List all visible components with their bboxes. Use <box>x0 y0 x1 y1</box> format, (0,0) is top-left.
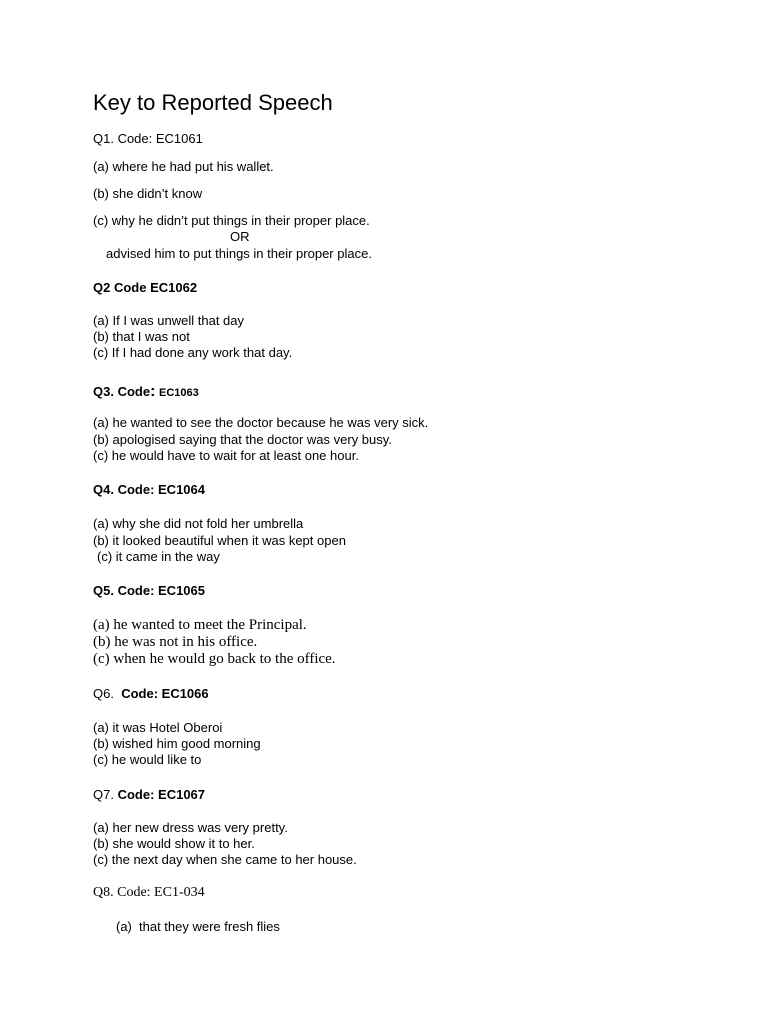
q6-answer-b: (b) wished him good morning <box>93 736 261 751</box>
q5-heading: Q5. Code: EC1065 <box>93 583 205 598</box>
q5-answer-a: (a) he wanted to meet the Principal. <box>93 617 307 633</box>
q3-heading-code: EC1063 <box>159 387 199 399</box>
q4-answer-a: (a) why she did not fold her umbrella <box>93 516 304 531</box>
q7-answer-c: (c) the next day when she came to her house. <box>93 852 357 867</box>
q1-answer-c: (c) why he didn’t put things in their proper place. <box>93 213 370 228</box>
q6-heading-code: Code: EC1066 <box>121 686 209 701</box>
q3-heading-colon: : <box>150 383 156 400</box>
q3-heading-label: Q3. Code <box>93 384 151 399</box>
q7-heading-label: Q7. <box>93 787 114 802</box>
q7-answer-b: (b) she would show it to her. <box>93 836 255 851</box>
q3-answer-c: (c) he would have to wait for at least one hour. <box>93 448 359 463</box>
q7-heading <box>93 787 205 803</box>
q5-answer-c: (c) when he would go back to the office. <box>93 651 336 667</box>
q1-answer-c-alternative: advised him to put things in their proper place. <box>106 246 372 261</box>
q2-answer-b: (b) that I was not <box>93 329 190 344</box>
q2-answer-a: (a) If I was unwell that day <box>93 313 245 328</box>
q1-heading: Q1. Code: EC1061 <box>93 131 203 146</box>
q3-answer-a: (a) he wanted to see the doctor because he was very sick. <box>93 415 429 430</box>
q7-heading-code: Code: EC1067 <box>117 787 206 802</box>
q5-answer-b: (b) he was not in his office. <box>93 634 258 650</box>
q8-answer-a-marker: (a) <box>116 919 132 934</box>
q1-answer-b: (b) she didn’t know <box>93 186 203 201</box>
q6-answer-a: (a) it was Hotel Oberoi <box>93 720 223 735</box>
q2-answer-c: (c) If I had done any work that day. <box>93 345 293 360</box>
q8-heading: Q8. Code: EC1-034 <box>93 885 205 900</box>
q2-heading: Q2 Code EC1062 <box>93 280 198 295</box>
q7-answer-a: (a) her new dress was very pretty. <box>93 820 288 835</box>
q6-answer-c: (c) he would like to <box>93 752 202 767</box>
q1-or-separator: OR <box>230 229 250 244</box>
q1-answer-a: (a) where he had put his wallet. <box>93 159 274 174</box>
q4-answer-b: (b) it looked beautiful when it was kept open <box>93 533 346 548</box>
q3-heading <box>93 384 199 401</box>
q6-heading-label: Q6. <box>93 686 114 701</box>
q4-answer-c: (c) it came in the way <box>97 549 220 564</box>
q6-heading <box>93 686 209 702</box>
q3-answer-b: (b) apologised saying that the doctor was very busy. <box>93 432 392 447</box>
q4-heading: Q4. Code: EC1064 <box>93 482 205 497</box>
q8-answer-a: that they were fresh flies <box>139 919 280 934</box>
page-title: Key to Reported Speech <box>93 90 333 115</box>
